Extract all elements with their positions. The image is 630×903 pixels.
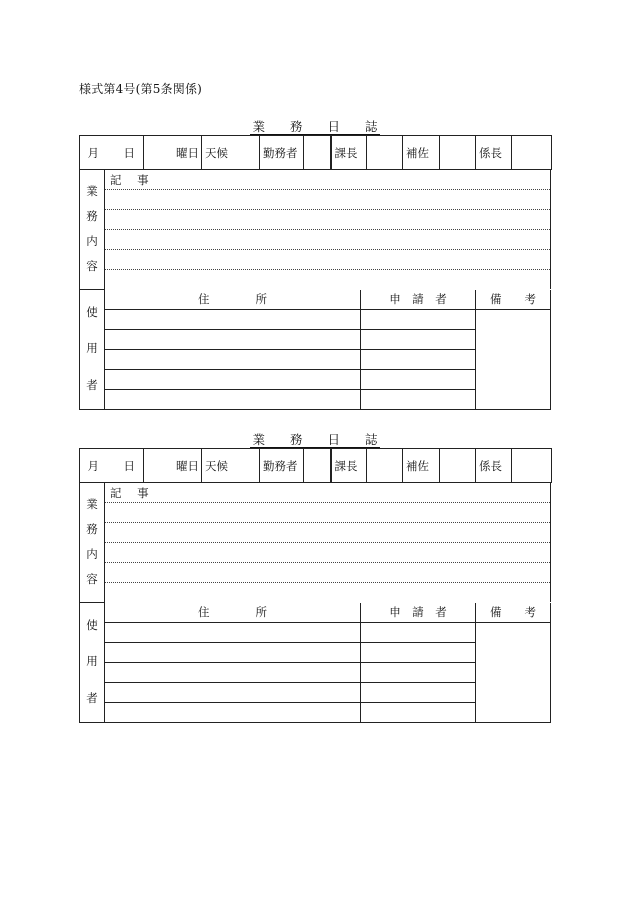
section-chief-label-cell [331,136,367,170]
entry-line[interactable] [105,190,551,210]
address-header-label: 住 所 [198,605,267,619]
section-chief-seal-box[interactable] [367,136,403,170]
entry-line[interactable] [105,483,551,503]
user-label-char: 用 [86,341,98,356]
work-content-char: 内 [86,547,98,561]
address-cell[interactable] [105,642,361,662]
user-label-char: 使 [86,617,98,632]
month-day-cell[interactable] [80,136,144,170]
entry-line[interactable] [105,563,551,583]
chief-clerk-label: 係長 [479,458,502,473]
form-number: 様式第4号(第5条関係) [79,82,203,96]
diary-sheet-1 [79,135,551,410]
user-table [79,603,551,723]
entry-line[interactable] [105,250,551,270]
weather-label: 天候 [205,145,228,160]
month-day-cell[interactable] [80,449,144,483]
header-table [79,448,552,483]
work-content-label-cell [80,483,105,602]
entry-line[interactable] [105,503,551,523]
remarks-column-header [476,603,551,623]
diary-sheet-2 [79,448,551,723]
section-chief-label: 課長 [334,458,358,473]
title-text: 業 務 日 誌 [252,119,378,134]
chief-clerk-label-cell [476,449,512,483]
user-label-char: 使 [86,304,98,319]
applicant-cell[interactable] [361,622,476,642]
applicant-cell[interactable] [361,682,476,702]
header-table [79,135,552,170]
weekday-cell[interactable] [144,449,202,483]
chief-clerk-seal-box[interactable] [512,136,552,170]
entry-label: 記 事 [110,172,155,187]
applicant-cell[interactable] [361,702,476,722]
section-chief-seal-box[interactable] [367,449,403,483]
address-column-header [105,603,361,623]
address-cell[interactable] [105,329,361,349]
remarks-column-header [476,290,551,310]
duty-person-label-cell [260,449,304,483]
user-label-cell [80,603,105,723]
month-day-label: 月 日 [87,145,136,160]
address-cell[interactable] [105,309,361,329]
address-column-header [105,290,361,310]
weather-cell[interactable] [202,449,260,483]
work-content-table [79,170,551,290]
entry-line[interactable] [105,543,551,563]
assistant-label-cell [403,136,440,170]
work-content-label-cell [80,170,105,289]
assistant-label: 補佐 [406,458,429,473]
weekday-label: 曜日 [176,145,199,160]
work-content-char: 容 [86,572,98,586]
address-cell[interactable] [105,662,361,682]
work-content-char: 容 [86,259,98,273]
entry-label: 記 事 [110,485,155,500]
address-cell[interactable] [105,622,361,642]
weather-label: 天候 [205,458,228,473]
work-content-char: 内 [86,234,98,248]
section-chief-label: 課長 [334,145,358,160]
weather-cell[interactable] [202,136,260,170]
applicant-cell[interactable] [361,369,476,389]
entry-line[interactable] [105,270,551,290]
applicant-header-label: 申 請 者 [389,292,447,306]
work-content-char: 務 [86,209,98,223]
applicant-cell[interactable] [361,642,476,662]
applicant-cell[interactable] [361,349,476,369]
chief-clerk-label-cell [476,136,512,170]
applicant-header-label: 申 請 者 [389,605,447,619]
user-label-cell [80,290,105,410]
sheet-title [79,119,551,135]
duty-person-label-cell [260,136,304,170]
user-label-char: 用 [86,654,98,669]
applicant-column-header [361,603,476,623]
work-content-char: 務 [86,522,98,536]
entry-line[interactable] [105,523,551,543]
applicant-cell[interactable] [361,329,476,349]
user-table [79,290,551,410]
weekday-label: 曜日 [176,458,199,473]
assistant-seal-box[interactable] [440,449,476,483]
chief-clerk-seal-box[interactable] [512,449,552,483]
duty-person-seal-box[interactable] [304,449,331,483]
address-cell[interactable] [105,702,361,722]
duty-person-label: 勤務者 [263,145,298,160]
entry-line[interactable] [105,170,551,190]
applicant-cell[interactable] [361,309,476,329]
user-label-char: 者 [86,377,98,392]
address-cell[interactable] [105,349,361,369]
remarks-cell[interactable] [476,309,551,409]
month-day-label: 月 日 [87,458,136,473]
weekday-cell[interactable] [144,136,202,170]
user-label-char: 者 [86,690,98,705]
section-chief-label-cell [331,449,367,483]
applicant-column-header [361,290,476,310]
applicant-cell[interactable] [361,389,476,409]
title-text: 業 務 日 誌 [252,432,378,447]
remarks-cell[interactable] [476,622,551,722]
work-content-char: 業 [86,497,98,511]
work-content-char: 業 [86,184,98,198]
assistant-seal-box[interactable] [440,136,476,170]
assistant-label: 補佐 [406,145,429,160]
chief-clerk-label: 係長 [479,145,502,160]
assistant-label-cell [403,449,440,483]
address-header-label: 住 所 [198,292,267,306]
duty-person-label: 勤務者 [263,458,298,473]
address-cell[interactable] [105,389,361,409]
remarks-header-label: 備 考 [490,605,536,619]
entry-line[interactable] [105,210,551,230]
address-cell[interactable] [105,682,361,702]
entry-line[interactable] [105,583,551,603]
entry-line[interactable] [105,230,551,250]
duty-person-seal-box[interactable] [304,136,331,170]
address-cell[interactable] [105,369,361,389]
remarks-header-label: 備 考 [490,292,536,306]
work-content-table [79,483,551,603]
sheet-title [79,432,551,448]
applicant-cell[interactable] [361,662,476,682]
